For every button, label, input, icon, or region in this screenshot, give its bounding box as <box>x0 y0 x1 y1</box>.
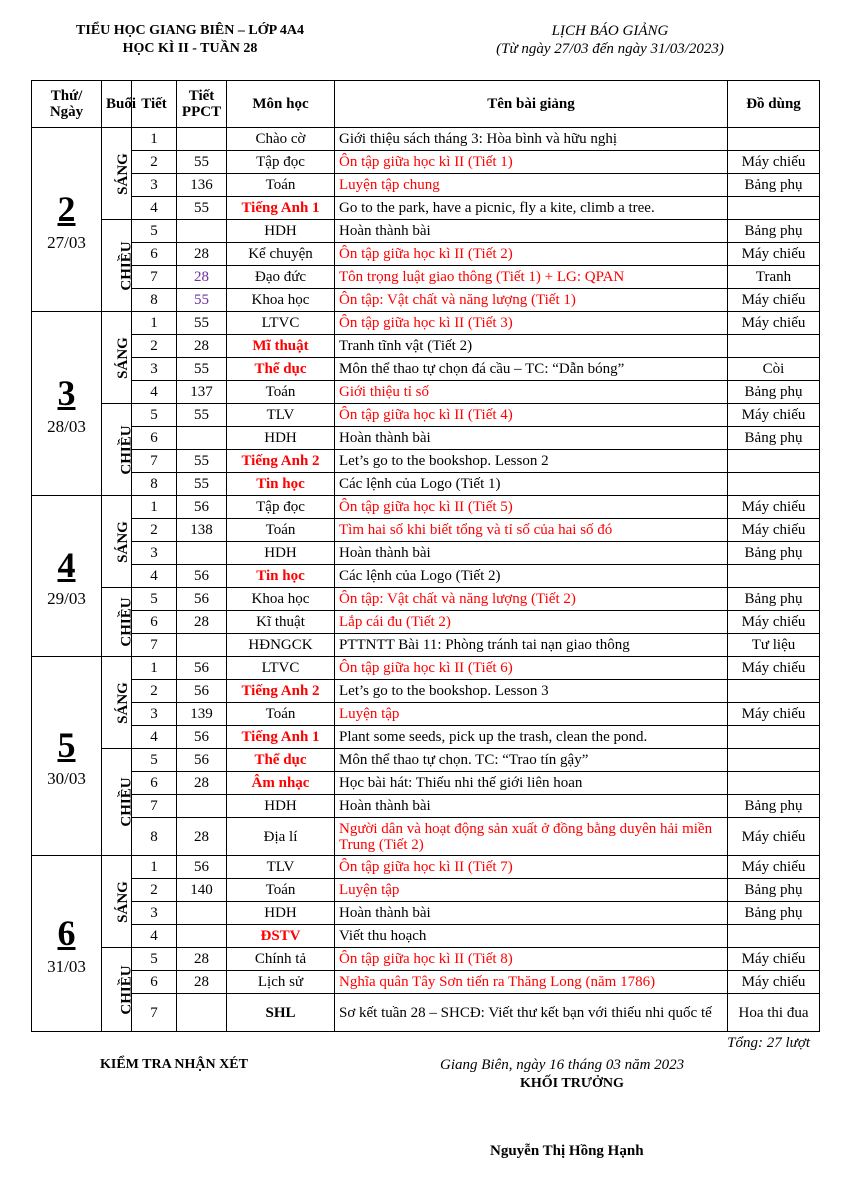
schedule-title-block <box>400 22 820 58</box>
total-count: Tổng: 27 lượt <box>727 1035 810 1051</box>
table-row <box>32 174 820 197</box>
table-row <box>32 381 820 404</box>
equipment-cell: Bảng phụ <box>728 542 820 565</box>
lesson-cell: Môn thể thao tự chọn. TC: “Trao tín gậy” <box>335 749 728 772</box>
equipment-cell: Bảng phụ <box>728 220 820 243</box>
col-subject: Môn học <box>227 81 335 128</box>
lesson-cell: Ôn tập giữa học kì II (Tiết 2) <box>335 243 728 266</box>
period-cell: 7 <box>132 795 177 818</box>
ppct-cell: 56 <box>177 657 227 680</box>
table-row <box>32 680 820 703</box>
session-label: CHIỀU <box>118 777 135 827</box>
subject-cell: ĐSTV <box>227 925 335 948</box>
session-label: CHIỀU <box>118 424 135 475</box>
table-row <box>32 994 820 1032</box>
lesson-cell: Giới thiệu tỉ số <box>335 381 728 404</box>
lesson-cell: Luyện tập <box>335 703 728 726</box>
equipment-cell <box>728 565 820 588</box>
period-cell: 7 <box>132 450 177 473</box>
period-cell: 3 <box>132 358 177 381</box>
period-cell: 8 <box>132 289 177 312</box>
lesson-cell: Ôn tập giữa học kì II (Tiết 7) <box>335 856 728 879</box>
table-row <box>32 358 820 381</box>
table-row <box>32 128 820 151</box>
subject-cell: Tin học <box>227 565 335 588</box>
period-cell: 1 <box>132 657 177 680</box>
ppct-cell: 139 <box>177 703 227 726</box>
equipment-cell: Bảng phụ <box>728 879 820 902</box>
lesson-cell: Nghĩa quân Tây Sơn tiến ra Thăng Long (năm 1786) <box>335 971 728 994</box>
lesson-cell: Ôn tập: Vật chất và năng lượng (Tiết 1) <box>335 289 728 312</box>
day-number: 3 <box>57 372 76 413</box>
table-row <box>32 427 820 450</box>
ppct-cell: 28 <box>177 818 227 856</box>
school-name: TIỂU HỌC GIANG BIÊN – LỚP 4A4 <box>76 23 304 38</box>
subject-cell: Khoa học <box>227 588 335 611</box>
subject-cell: Mĩ thuật <box>227 335 335 358</box>
table-row <box>32 902 820 925</box>
day-cell <box>32 496 102 657</box>
day-date: 30/03 <box>47 769 86 788</box>
equipment-cell <box>728 197 820 220</box>
equipment-cell: Máy chiếu <box>728 496 820 519</box>
day-date: 31/03 <box>47 956 86 976</box>
session-label: SÁNG <box>114 336 131 379</box>
col-day: Thứ/ Ngày <box>32 81 102 128</box>
period-cell: 1 <box>132 856 177 879</box>
ppct-cell: 56 <box>177 496 227 519</box>
subject-cell: TLV <box>227 404 335 427</box>
lesson-cell: Ôn tập: Vật chất và năng lượng (Tiết 2) <box>335 588 728 611</box>
period-cell: 2 <box>132 335 177 358</box>
lesson-cell: Các lệnh của Logo (Tiết 2) <box>335 565 728 588</box>
lesson-cell: Ôn tập giữa học kì II (Tiết 3) <box>335 312 728 335</box>
ppct-cell: 56 <box>177 588 227 611</box>
subject-cell: Tiếng Anh 2 <box>227 450 335 473</box>
lesson-cell: Hoàn thành bài <box>335 542 728 565</box>
equipment-cell <box>728 335 820 358</box>
lesson-cell: Ôn tập giữa học kì II (Tiết 8) <box>335 948 728 971</box>
equipment-cell: Tư liệu <box>728 634 820 657</box>
ppct-cell: 137 <box>177 381 227 404</box>
col-session: Buổi <box>102 81 132 128</box>
table-row <box>32 496 820 519</box>
subject-cell: Toán <box>227 879 335 902</box>
day-number: 4 <box>57 545 76 585</box>
period-cell: 6 <box>132 243 177 266</box>
ppct-cell <box>177 994 227 1032</box>
period-cell: 2 <box>132 519 177 542</box>
lesson-cell: Ôn tập giữa học kì II (Tiết 5) <box>335 496 728 519</box>
subject-cell: LTVC <box>227 657 335 680</box>
lesson-cell: Người dân và hoạt động sản xuất ở đồng bằng duyên hải miền Trung (Tiết 2) <box>335 818 728 856</box>
lesson-cell: Ôn tập giữa học kì II (Tiết 4) <box>335 404 728 427</box>
period-cell: 3 <box>132 902 177 925</box>
term-week: HỌC KÌ II - TUẦN 28 <box>122 41 258 56</box>
period-cell: 2 <box>132 680 177 703</box>
subject-cell: Tiếng Anh 1 <box>227 197 335 220</box>
col-period: Tiết <box>132 81 177 128</box>
lesson-cell: Hoàn thành bài <box>335 427 728 450</box>
equipment-cell: Máy chiếu <box>728 948 820 971</box>
period-cell: 4 <box>132 197 177 220</box>
period-cell: 4 <box>132 925 177 948</box>
session-cell <box>102 948 135 1032</box>
ppct-cell: 138 <box>177 519 227 542</box>
ppct-cell: 55 <box>177 450 227 473</box>
lesson-cell: Hoàn thành bài <box>335 902 728 925</box>
ppct-cell: 28 <box>177 971 227 994</box>
equipment-cell: Bảng phụ <box>728 795 820 818</box>
ppct-cell: 55 <box>177 404 227 427</box>
day-cell <box>32 856 102 1032</box>
lesson-cell: Hoàn thành bài <box>335 795 728 818</box>
period-cell: 5 <box>132 588 177 611</box>
equipment-cell: Bảng phụ <box>728 902 820 925</box>
table-row <box>32 266 820 289</box>
ppct-cell <box>177 220 227 243</box>
table-row <box>32 335 820 358</box>
session-cell <box>102 749 135 856</box>
table-row <box>32 289 820 312</box>
lesson-cell: Sơ kết tuần 28 – SHCĐ: Viết thư kết bạn với thiếu nhi quốc tế <box>335 994 728 1032</box>
ppct-cell: 28 <box>177 611 227 634</box>
schedule-body <box>32 128 820 1032</box>
equipment-cell: Máy chiếu <box>728 312 820 335</box>
day-number: 2 <box>57 188 76 229</box>
lesson-cell: Luyện tập <box>335 879 728 902</box>
session-cell <box>102 496 132 588</box>
table-row <box>32 220 820 243</box>
subject-cell: Kĩ thuật <box>227 611 335 634</box>
table-row <box>32 588 820 611</box>
period-cell: 8 <box>132 473 177 496</box>
session-label: CHIỀU <box>118 240 135 291</box>
day-cell <box>32 128 102 312</box>
ppct-cell <box>177 427 227 450</box>
period-cell: 5 <box>132 948 177 971</box>
subject-cell: HDH <box>227 795 335 818</box>
ppct-cell <box>177 795 227 818</box>
ppct-cell: 140 <box>177 879 227 902</box>
session-cell <box>102 588 135 657</box>
lesson-cell: PTTNTT Bài 11: Phòng tránh tai nạn giao thông <box>335 634 728 657</box>
col-equipment: Đồ dùng <box>728 81 820 128</box>
day-number: 6 <box>57 912 76 953</box>
day-date: 27/03 <box>47 232 86 252</box>
table-row <box>32 197 820 220</box>
session-label: CHIỀU <box>118 597 135 647</box>
lesson-cell: Môn thể thao tự chọn đá cầu – TC: “Dẫn bóng” <box>335 358 728 381</box>
ppct-cell: 28 <box>177 266 227 289</box>
table-row <box>32 948 820 971</box>
day-number: 5 <box>57 725 76 765</box>
equipment-cell: Máy chiếu <box>728 404 820 427</box>
signer-name: Nguyễn Thị Hồng Hạnh <box>490 1143 644 1159</box>
period-cell: 6 <box>132 427 177 450</box>
equipment-cell: Bảng phụ <box>728 381 820 404</box>
session-label: SÁNG <box>114 880 131 923</box>
period-cell: 5 <box>132 749 177 772</box>
table-row <box>32 772 820 795</box>
equipment-cell: Máy chiếu <box>728 519 820 542</box>
table-row <box>32 856 820 879</box>
period-cell: 3 <box>132 703 177 726</box>
period-cell: 5 <box>132 404 177 427</box>
subject-cell: Khoa học <box>227 289 335 312</box>
equipment-cell: Máy chiếu <box>728 971 820 994</box>
period-cell: 4 <box>132 726 177 749</box>
session-cell <box>102 657 132 749</box>
equipment-cell: Máy chiếu <box>728 703 820 726</box>
lesson-cell: Tìm hai số khi biết tổng và tỉ số của hai số đó <box>335 519 728 542</box>
equipment-cell: Máy chiếu <box>728 243 820 266</box>
subject-cell: Đạo đức <box>227 266 335 289</box>
lesson-cell: Hoàn thành bài <box>335 220 728 243</box>
period-cell: 4 <box>132 381 177 404</box>
table-row <box>32 971 820 994</box>
table-row <box>32 473 820 496</box>
subject-cell: HDH <box>227 220 335 243</box>
lesson-cell: Plant some seeds, pick up the trash, clean the pond. <box>335 726 728 749</box>
period-cell: 1 <box>132 128 177 151</box>
equipment-cell <box>728 450 820 473</box>
day-date: 29/03 <box>47 589 86 608</box>
period-cell: 7 <box>132 634 177 657</box>
equipment-cell <box>728 128 820 151</box>
table-row <box>32 634 820 657</box>
ppct-cell: 55 <box>177 312 227 335</box>
subject-cell: TLV <box>227 856 335 879</box>
equipment-cell: Tranh <box>728 266 820 289</box>
session-label: SÁNG <box>114 681 131 724</box>
lesson-cell: Ôn tập giữa học kì II (Tiết 6) <box>335 657 728 680</box>
period-cell: 6 <box>132 772 177 795</box>
ppct-cell: 28 <box>177 948 227 971</box>
equipment-cell: Bảng phụ <box>728 174 820 197</box>
subject-cell: Địa lí <box>227 818 335 856</box>
table-row <box>32 519 820 542</box>
session-label: SÁNG <box>114 152 131 195</box>
ppct-cell: 55 <box>177 473 227 496</box>
equipment-cell: Máy chiếu <box>728 289 820 312</box>
lesson-cell: Ôn tập giữa học kì II (Tiết 1) <box>335 151 728 174</box>
equipment-cell <box>728 680 820 703</box>
ppct-cell: 56 <box>177 565 227 588</box>
subject-cell: HDH <box>227 542 335 565</box>
lesson-cell: Lắp cái đu (Tiết 2) <box>335 611 728 634</box>
table-row <box>32 565 820 588</box>
equipment-cell: Bảng phụ <box>728 427 820 450</box>
session-cell <box>102 128 132 220</box>
ppct-cell: 56 <box>177 680 227 703</box>
ppct-cell <box>177 542 227 565</box>
subject-cell: HDH <box>227 427 335 450</box>
ppct-cell <box>177 902 227 925</box>
ppct-cell: 56 <box>177 856 227 879</box>
period-cell: 6 <box>132 971 177 994</box>
subject-cell: Chính tả <box>227 948 335 971</box>
period-cell: 1 <box>132 496 177 519</box>
day-date: 28/03 <box>47 416 86 436</box>
header-row <box>32 81 820 128</box>
lesson-cell: Giới thiệu sách tháng 3: Hòa bình và hữu nghị <box>335 128 728 151</box>
table-row <box>32 542 820 565</box>
school-header <box>40 22 340 58</box>
ppct-cell: 136 <box>177 174 227 197</box>
table-row <box>32 818 820 856</box>
review-label: KIỂM TRA NHẬN XÉT <box>100 1057 248 1072</box>
ppct-cell <box>177 925 227 948</box>
ppct-cell: 28 <box>177 335 227 358</box>
lesson-cell: Let’s go to the bookshop. Lesson 2 <box>335 450 728 473</box>
equipment-cell: Máy chiếu <box>728 151 820 174</box>
period-cell: 3 <box>132 174 177 197</box>
period-cell: 5 <box>132 220 177 243</box>
session-label: CHIỀU <box>118 964 135 1015</box>
table-row <box>32 703 820 726</box>
subject-cell: Chào cờ <box>227 128 335 151</box>
subject-cell: Thể dục <box>227 749 335 772</box>
col-ppct: Tiết PPCT <box>177 81 227 128</box>
schedule-title: LỊCH BÁO GIẢNG <box>551 23 669 39</box>
period-cell: 2 <box>132 151 177 174</box>
equipment-cell: Máy chiếu <box>728 856 820 879</box>
ppct-cell <box>177 634 227 657</box>
equipment-cell: Máy chiếu <box>728 611 820 634</box>
period-cell: 7 <box>132 994 177 1032</box>
day-cell <box>32 657 102 856</box>
lesson-cell: Tôn trọng luật giao thông (Tiết 1) + LG: QPAN <box>335 266 728 289</box>
subject-cell: Kể chuyện <box>227 243 335 266</box>
subject-cell: Toán <box>227 381 335 404</box>
lesson-cell: Học bài hát: Thiếu nhi thế giới liên hoan <box>335 772 728 795</box>
ppct-cell: 28 <box>177 772 227 795</box>
subject-cell: Thể dục <box>227 358 335 381</box>
session-cell <box>102 404 135 496</box>
subject-cell: Lịch sử <box>227 971 335 994</box>
subject-cell: Tiếng Anh 1 <box>227 726 335 749</box>
date-range: (Từ ngày 27/03 đến ngày 31/03/2023) <box>496 41 724 57</box>
subject-cell: HDH <box>227 902 335 925</box>
equipment-cell <box>728 772 820 795</box>
ppct-cell: 55 <box>177 197 227 220</box>
table-row <box>32 404 820 427</box>
session-cell <box>102 312 132 404</box>
table-row <box>32 795 820 818</box>
subject-cell: SHL <box>227 994 335 1032</box>
signer-role: KHỐI TRƯỞNG <box>520 1076 624 1091</box>
ppct-cell: 28 <box>177 243 227 266</box>
period-cell: 1 <box>132 312 177 335</box>
ppct-cell: 55 <box>177 289 227 312</box>
lesson-cell: Let’s go to the bookshop. Lesson 3 <box>335 680 728 703</box>
subject-cell: Toán <box>227 703 335 726</box>
equipment-cell <box>728 473 820 496</box>
ppct-cell: 55 <box>177 358 227 381</box>
ppct-cell: 55 <box>177 151 227 174</box>
session-cell <box>102 856 132 948</box>
table-row <box>32 312 820 335</box>
table-row <box>32 726 820 749</box>
lesson-cell: Các lệnh của Logo (Tiết 1) <box>335 473 728 496</box>
period-cell: 8 <box>132 818 177 856</box>
subject-cell: Toán <box>227 174 335 197</box>
lesson-cell: Go to the park, have a picnic, fly a kite, climb a tree. <box>335 197 728 220</box>
session-label: SÁNG <box>114 520 131 563</box>
table-row <box>32 749 820 772</box>
equipment-cell: Còi <box>728 358 820 381</box>
subject-cell: HĐNGCK <box>227 634 335 657</box>
equipment-cell: Máy chiếu <box>728 657 820 680</box>
subject-cell: Toán <box>227 519 335 542</box>
period-cell: 3 <box>132 542 177 565</box>
day-cell <box>32 312 102 496</box>
equipment-cell <box>728 749 820 772</box>
subject-cell: Tiếng Anh 2 <box>227 680 335 703</box>
subject-cell: Tin học <box>227 473 335 496</box>
lesson-cell: Luyện tập chung <box>335 174 728 197</box>
subject-cell: Tập đọc <box>227 151 335 174</box>
table-row <box>32 450 820 473</box>
period-cell: 4 <box>132 565 177 588</box>
schedule-table <box>31 80 820 1032</box>
equipment-cell: Bảng phụ <box>728 588 820 611</box>
lesson-cell: Tranh tĩnh vật (Tiết 2) <box>335 335 728 358</box>
period-cell: 6 <box>132 611 177 634</box>
equipment-cell: Máy chiếu <box>728 818 820 856</box>
ppct-cell: 56 <box>177 749 227 772</box>
table-row <box>32 151 820 174</box>
period-cell: 7 <box>132 266 177 289</box>
ppct-cell <box>177 128 227 151</box>
subject-cell: LTVC <box>227 312 335 335</box>
ppct-cell: 56 <box>177 726 227 749</box>
col-lesson: Tên bài giảng <box>335 81 728 128</box>
table-row <box>32 657 820 680</box>
lesson-cell: Viết thu hoạch <box>335 925 728 948</box>
table-row <box>32 611 820 634</box>
equipment-cell <box>728 925 820 948</box>
table-row <box>32 879 820 902</box>
subject-cell: Âm nhạc <box>227 772 335 795</box>
equipment-cell <box>728 726 820 749</box>
period-cell: 2 <box>132 879 177 902</box>
table-row <box>32 925 820 948</box>
place-date: Giang Biên, ngày 16 tháng 03 năm 2023 <box>440 1057 685 1073</box>
table-row <box>32 243 820 266</box>
subject-cell: Tập đọc <box>227 496 335 519</box>
session-cell <box>102 220 135 312</box>
equipment-cell: Hoa thi đua <box>728 994 820 1032</box>
